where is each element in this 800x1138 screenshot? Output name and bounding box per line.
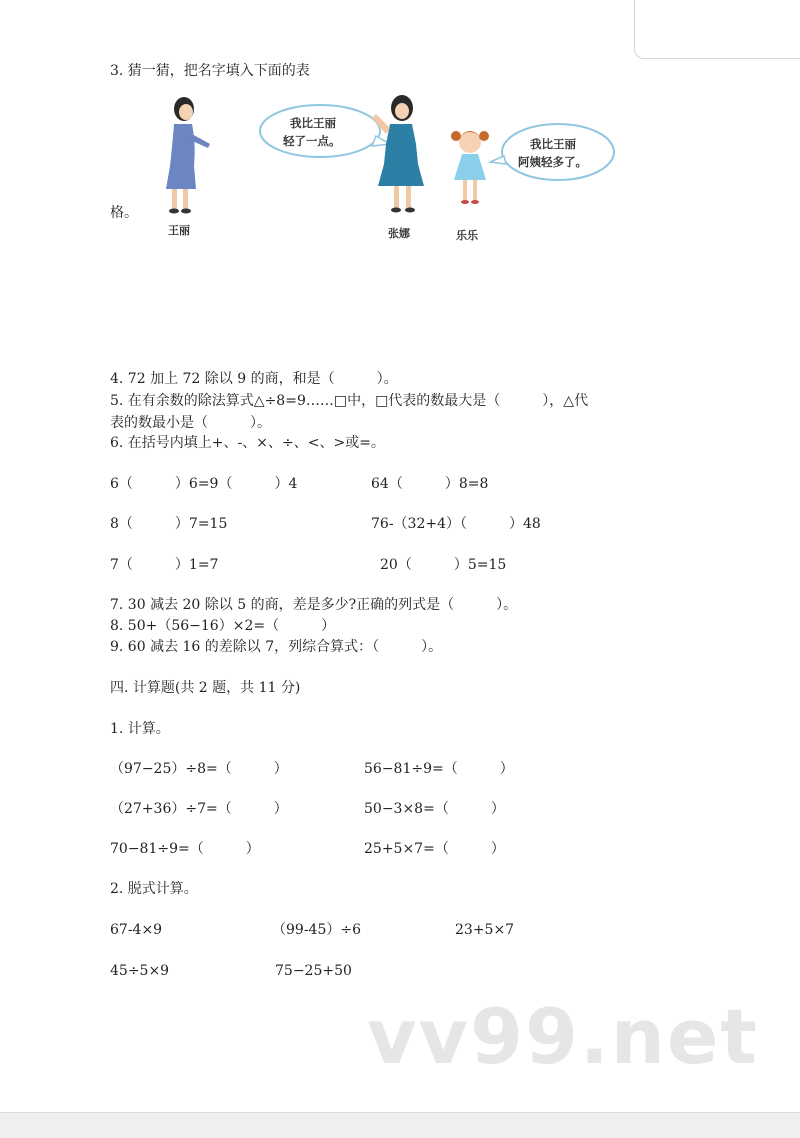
woman-wang-li-figure: [166, 97, 210, 214]
bubble2-line2: 阿姨轻多了。: [518, 155, 587, 169]
bubble2-line1: 我比王丽: [530, 137, 576, 151]
q5-text-line2: 表的数最小是（ ）。: [110, 415, 271, 431]
calc1-row1-left: （97−25）÷8=（ ）: [110, 761, 288, 777]
bubble1-line1: 我比王丽: [290, 116, 336, 130]
q4-text: 4. 72 加上 72 除以 9 的商，和是（ ）。: [110, 371, 398, 387]
q6-title: 6. 在括号内填上+、-、×、÷、<、>或=。: [110, 435, 385, 451]
calc1-row2-right: 50−3×8=（ ）: [364, 801, 505, 817]
q3-title: 3. 猜一猜，把名字填入下面的表: [110, 63, 310, 79]
page-corner-tab: [634, 0, 800, 59]
calc1-row3-right: 25+5×7=（ ）: [364, 841, 505, 857]
name-label-zhang-na: 张娜: [388, 227, 410, 240]
calc1-row1-right: 56−81÷9=（ ）: [364, 761, 514, 777]
calc1-title: 1. 计算。: [110, 721, 170, 737]
name-label-lele: 乐乐: [456, 229, 478, 242]
bottom-scroll-bar[interactable]: [0, 1112, 800, 1138]
q9-text: 9. 60 减去 16 的差除以 7，列综合算式：（ ）。: [110, 639, 443, 655]
q3-continuation: 格。: [110, 205, 138, 221]
q5-text-line1: 5. 在有余数的除法算式△÷8=9……□中，□代表的数最大是（ ），△代: [110, 393, 589, 409]
calc2-title: 2. 脱式计算。: [110, 881, 198, 897]
watermark: vv99.net: [367, 992, 759, 1081]
section-4-heading: 四. 计算题(共 2 题，共 11 分): [110, 680, 301, 696]
calc2-row2-col1: 45÷5×9: [110, 963, 170, 979]
bubble1-line2: 轻了一点。: [283, 134, 341, 148]
speech-bubble-2: [490, 124, 614, 180]
illustration-figures: [150, 94, 630, 244]
q8-text: 8. 50+（56−16）×2=（ ）: [110, 618, 336, 634]
girl-lele-figure: [451, 131, 489, 204]
q6-row2-left: 8（ ）7=15: [110, 516, 228, 532]
calc2-row1-col1: 67-4×9: [110, 922, 163, 938]
q6-row3-right: 20（ ）5=15: [380, 557, 507, 573]
q6-row1-right: 64（ ）8=8: [371, 476, 489, 492]
calc1-row3-left: 70−81÷9=（ ）: [110, 841, 260, 857]
q6-row2-right: 76-（32+4）（ ）48: [371, 516, 541, 532]
woman-zhang-na-figure: [372, 95, 424, 213]
q6-row3-left: 7（ ）1=7: [110, 557, 219, 573]
calc2-row1-col2: （99-45）÷6: [272, 922, 361, 938]
name-label-wang-li: 王丽: [168, 224, 190, 237]
q7-text: 7. 30 减去 20 除以 5 的商，差是多少?正确的列式是（ ）。: [110, 597, 518, 613]
calc1-row2-left: （27+36）÷7=（ ）: [110, 801, 288, 817]
q6-row1-left: 6（ ）6=9（ ）4: [110, 476, 298, 492]
calc2-row1-col3: 23+5×7: [455, 922, 515, 938]
calc2-row2-col2: 75−25+50: [275, 963, 352, 979]
speech-bubble-1: [260, 105, 390, 157]
